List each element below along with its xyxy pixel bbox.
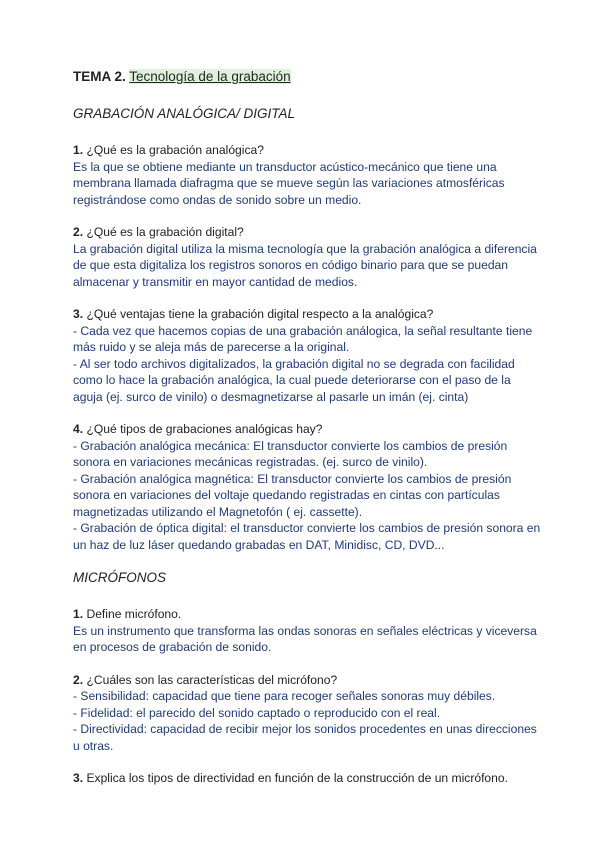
- question-line: [73, 672, 543, 689]
- section-heading: MICRÓFONOS: [73, 570, 166, 585]
- question-block: [73, 224, 543, 290]
- question-block: [73, 770, 543, 787]
- title-subtitle: Tecnología de la grabación: [129, 69, 291, 84]
- question-block: [73, 672, 543, 755]
- question-number: 1.: [73, 143, 84, 157]
- question-line: [73, 306, 543, 323]
- question-text: ¿Qué tipos de grabaciones analógicas hay?: [86, 422, 323, 436]
- answer-paragraph: - Fidelidad: el parecido del sonido captado o reproducido con el real.: [73, 705, 441, 720]
- answer: [73, 241, 543, 291]
- question-text: Explica los tipos de directividad en función de la construcción de un micrófono.: [86, 771, 508, 785]
- question-text: ¿Qué ventajas tiene la grabación digital respecto a la analógica?: [86, 307, 434, 321]
- answer: [73, 159, 543, 209]
- answer-paragraph: - Grabación analógica magnética: El transductor convierte los cambios de presión sonora en variaciones del voltaje quedando registradas en cintas con partículas magnetizadas utilizando el Magnetofón ( ej. cassette).: [73, 471, 512, 519]
- answer-paragraph: La grabación digital utiliza la misma tecnología que la grabación analógica a diferencia de que esta digitaliza los registros sonoros en código binario para que se puedan almacenar y transmitir en mayor cantidad de medios.: [73, 241, 537, 289]
- answer-paragraph: - Grabación de óptica digital: el transductor convierte los cambios de presión sonora en un haz de luz láser quedando grabadas en DAT, Minidisc, CD, DVD...: [73, 521, 541, 552]
- question-text: ¿Qué es la grabación digital?: [86, 225, 244, 239]
- question-line: [73, 142, 543, 159]
- question-text: ¿Cuáles son las características del micrófono?: [86, 672, 338, 687]
- answer-paragraph: - Grabación analógica mecánica: El transductor convierte los cambios de presión sonora en variaciones mecánicas registradas. (ej. surco de vinilo).: [73, 438, 508, 469]
- document-page: [73, 68, 543, 803]
- question-number: 2.: [73, 672, 84, 687]
- title-bold: TEMA 2.: [73, 69, 126, 84]
- document-title: [73, 68, 543, 86]
- document-content: [73, 105, 543, 787]
- answer-paragraph: Es un instrumento que transforma las ondas sonoras en señales eléctricas y viceversa en procesos de grabación de sonido.: [73, 623, 537, 654]
- question-block: [73, 606, 543, 656]
- question-number: 2.: [73, 225, 84, 239]
- answer-paragraph: - Sensibilidad: capacidad que tiene para recoger señales sonoras muy débiles.: [73, 689, 496, 703]
- question-line: [73, 421, 543, 438]
- question-text: Define micrófono.: [86, 607, 182, 621]
- question-line: [73, 224, 543, 241]
- answer: [73, 623, 543, 656]
- answer-paragraph: - Cada vez que hacemos copias de una grabación análogica, la señal resultante tiene más ruido y se aleja más de parecerse a la original.: [73, 323, 533, 354]
- question-number: 1.: [73, 607, 84, 621]
- question-line: [73, 770, 543, 787]
- question-line: [73, 606, 543, 623]
- answer: [73, 688, 543, 754]
- question-block: [73, 421, 543, 553]
- question-block: [73, 142, 543, 208]
- answer-paragraph: - Al ser todo archivos digitalizados, la grabación digital no se degrada con facilidad como lo hace la grabación analógica, la cual puede deteriorarse con el paso de la aguja (ej. surco de vinilo) o desmagnetizarse al pasarle un imán (ej. cinta): [73, 356, 515, 404]
- question-number: 3.: [73, 307, 84, 321]
- question-number: 3.: [73, 771, 84, 785]
- answer-paragraph: - Directividad: capacidad de recibir mejor los sonidos procedentes en unas direcciones u otras.: [73, 722, 537, 753]
- question-number: 4.: [73, 422, 84, 436]
- answer-paragraph: Es la que se obtiene mediante un transductor acústico-mecánico que tiene una membrana llamada diafragma que se mueve según las variaciones atmosféricas registrándose como ondas de sonido sobre un medio.: [73, 159, 505, 207]
- question-block: [73, 306, 543, 405]
- question-text: ¿Qué es la grabación analógica?: [86, 143, 264, 157]
- section-heading: GRABACIÓN ANALÓGICA/ DIGITAL: [73, 106, 296, 121]
- answer: [73, 323, 543, 406]
- answer: [73, 438, 543, 554]
